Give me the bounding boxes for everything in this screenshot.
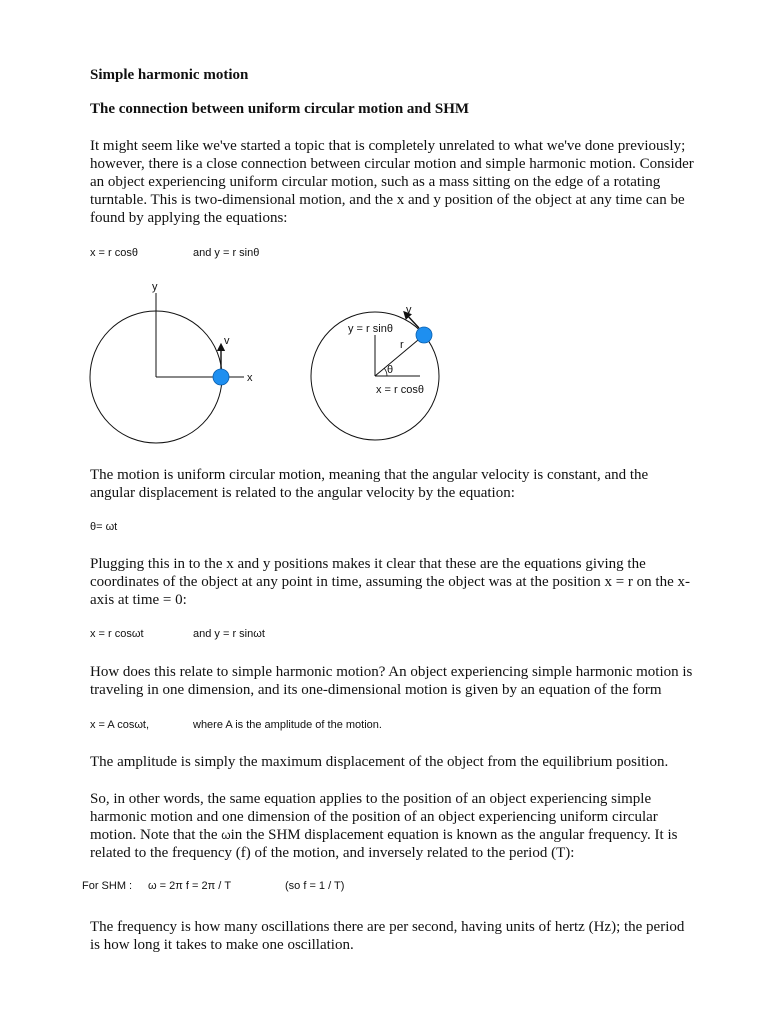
paragraph-text-start: So, in other words, the same equation applies to the position of an object experiencing simple harmonic motion and one dimension of the position of an object experiencing uniform circular motion. Note that the bbox=[90, 791, 658, 843]
angle-label: θ bbox=[387, 364, 394, 376]
equation-y-omega: and y = r sinωt bbox=[193, 628, 265, 640]
velocity-label: v bbox=[224, 335, 230, 347]
object-ball bbox=[213, 369, 229, 385]
paragraph-angular-velocity: The motion is uniform circular motion, meaning that the angular velocity is constant, and the angular displacement is related to the angular velocity by the equation: bbox=[90, 467, 649, 501]
paragraph-shm-relation: How does this relate to simple harmonic motion? An object experiencing simple harmonic motion is traveling in one dimension, and its one-dimensional motion is given by an equation of the form bbox=[90, 664, 693, 698]
equation-theta: θ= ωt bbox=[90, 521, 118, 533]
paragraph-frequency-period: The frequency is how many oscillations there are per second, having units of hertz (Hz); the period is how long it takes to make one oscillation. bbox=[90, 919, 685, 953]
omega-symbol: ω bbox=[221, 828, 231, 842]
y-position-label: y = r sinθ bbox=[348, 323, 393, 335]
paragraph-intro: It might seem like we've started a topic that is completely unrelated to what we've done previously; however, there is a close connection between circular motion and simple harmonic motion. Consider an object experiencing uniform circular motion, such as a mass sitting on the edge of a rotating turntable. This is two-dimensional motion, and the x and y position of the object at any time can be found by applying the equations: bbox=[90, 138, 694, 226]
equation-x-position: x = r cosθ bbox=[90, 247, 138, 259]
x-axis-label: x bbox=[247, 372, 253, 384]
equation-x-omega: x = r cosωt bbox=[90, 628, 144, 640]
section-heading: The connection between uniform circular motion and SHM bbox=[90, 101, 470, 117]
equation-shm-note: where A is the amplitude of the motion. bbox=[193, 719, 382, 731]
page-title: Simple harmonic motion bbox=[90, 67, 249, 83]
circular-motion-figures bbox=[0, 270, 768, 460]
radius-label: r bbox=[400, 339, 404, 351]
figure-circle-on-axis bbox=[90, 281, 253, 443]
equation-shm: x = A cosωt, bbox=[90, 719, 150, 731]
x-position-label: x = r cosθ bbox=[376, 384, 424, 396]
equation-shm-label: For SHM : bbox=[82, 880, 133, 892]
equation-frequency-period: (so f = 1 / T) bbox=[285, 880, 345, 892]
paragraph-text-end: in the SHM displacement equation is known as the angular frequency. It is related to the frequency (f) of the motion, and inversely related to the period (T): bbox=[90, 827, 678, 861]
equation-y-position: and y = r sinθ bbox=[193, 247, 260, 259]
paragraph-coordinates: Plugging this in to the x and y positions makes it clear that these are the equations giving the coordinates of the object at any point in time, assuming the object was at the position x = r on the x-axis at time = 0: bbox=[90, 556, 690, 608]
equation-angular-frequency: ω = 2π f = 2π / T bbox=[148, 880, 232, 892]
y-axis-label: y bbox=[152, 281, 158, 293]
paragraph-angular-frequency bbox=[90, 790, 696, 862]
paragraph-amplitude: The amplitude is simply the maximum displacement of the object from the equilibrium position. bbox=[90, 754, 669, 770]
velocity-label: v bbox=[406, 304, 412, 316]
figure-circle-with-angle bbox=[311, 304, 439, 440]
object-ball bbox=[416, 327, 432, 343]
